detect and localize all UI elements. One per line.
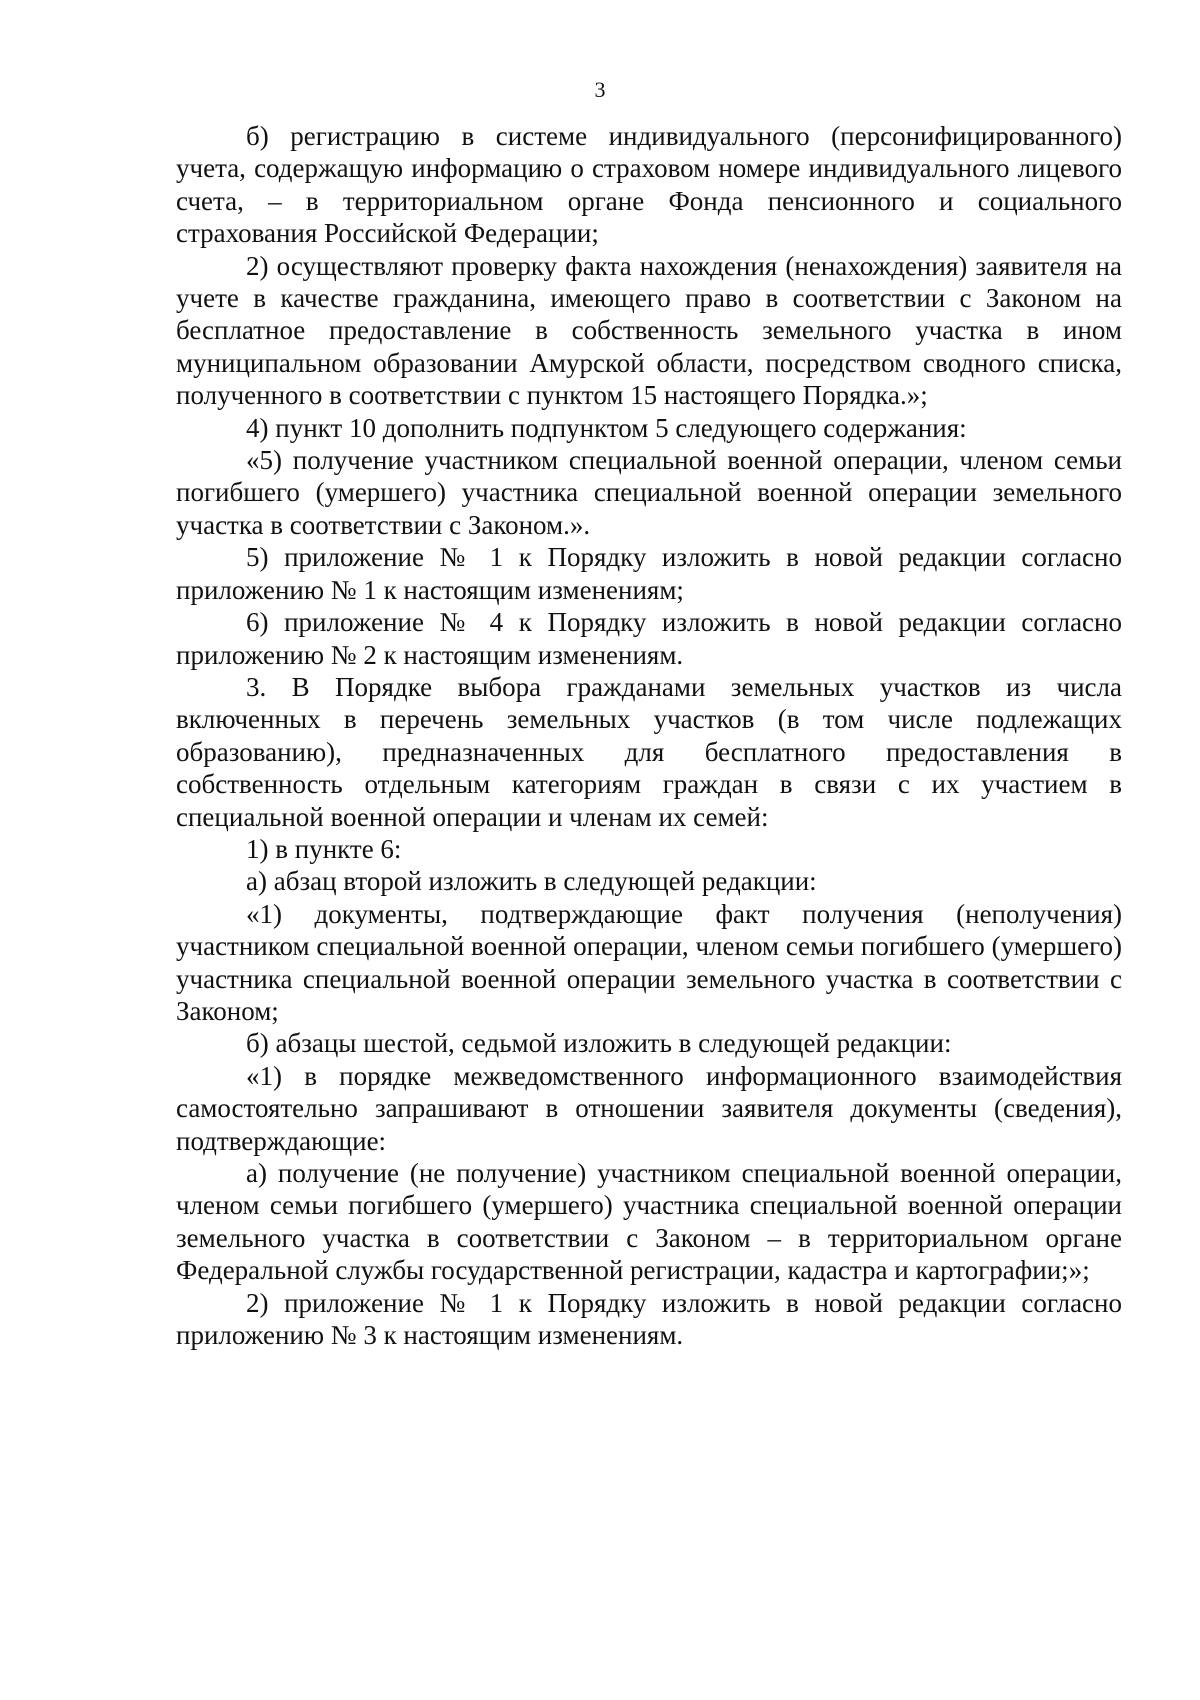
paragraph-appendix-3-change: 2) приложение № 1 к Порядку изложить в новой редакции согласно приложению № 3 к настоящим изменениям.: [176, 1287, 1122, 1351]
paragraph-item-10-supplement: 4) пункт 10 дополнить подпунктом 5 следующего содержания:: [246, 412, 967, 443]
page-number: 3: [594, 77, 606, 102]
paragraph-check-applicant-registration: 2) осуществляют проверку факта нахождения (ненахождения) заявителя на учете в качестве гражданина, имеющего право в соответствии с Законом на бесплатное предоставление в собственность земельного участка в ином муниципальном образовании Амурской области, посредством сводного списка, полученного в соответствии с пунктом 15 настоящего Порядка.»;: [176, 250, 1122, 411]
document-body: [176, 120, 1122, 1351]
paragraph-subitem-5-text: «5) получение участником специальной военной операции, членом семьи погибшего (умершего) участника специальной военной операции земельного участка в соответствии с Законом.».: [176, 445, 1122, 540]
paragraph-second-subparagraph: а) абзац второй изложить в следующей редакции:: [246, 866, 817, 897]
paragraph-registration-individual-account: б) регистрацию в системе индивидуального (персонифицированного) учета, содержащую информацию о страховом номере индивидуального лицевого счета, – в территориальном органе Фонда пенсионного и социального страхования Российской Федерации;: [176, 121, 1122, 249]
paragraph-section-3-land-selection: 3. В Порядке выбора гражданами земельных участков из числа включенных в перечень земельных участков (в том числе подлежащих образованию), предназначенных для бесплатного предоставления в собственность отдельным категориям граждан в связи с их участием в специальной военной операции и членам их семей:: [176, 671, 1122, 832]
paragraph-documents-confirming: «1) документы, подтверждающие факт получения (неполучения) участником специальной военной операции, членом семьи погибшего (умершего) участника специальной военной операции земельного участка в соответствии с Законом;: [176, 898, 1122, 1026]
paragraph-sixth-seventh-subparagraphs: б) абзацы шестой, седьмой изложить в следующей редакции:: [246, 1028, 952, 1059]
paragraph-appendix-4-change: 6) приложение № 4 к Порядку изложить в новой редакции согласно приложению № 2 к настоящим изменениям.: [176, 607, 1122, 670]
paragraph-appendix-1-change: 5) приложение № 1 к Порядку изложить в новой редакции согласно приложению № 1 к настоящим изменениям;: [176, 542, 1122, 605]
paragraph-interagency-request: «1) в порядке межведомственного информационного взаимодействия самостоятельно запрашивают в отношении заявителя документы (сведения), подтверждающие:: [176, 1060, 1122, 1156]
paragraph-land-receipt-confirmation: а) получение (не получение) участником специальной военной операции, членом семьи погибшего (умершего) участника специальной военной операции земельного участка в соответствии с Законом – в территориальном органе Федеральной службы государственной регистрации, кадастра и картографии;»;: [176, 1158, 1122, 1286]
paragraph-item-6: 1) в пункте 6:: [246, 833, 402, 864]
